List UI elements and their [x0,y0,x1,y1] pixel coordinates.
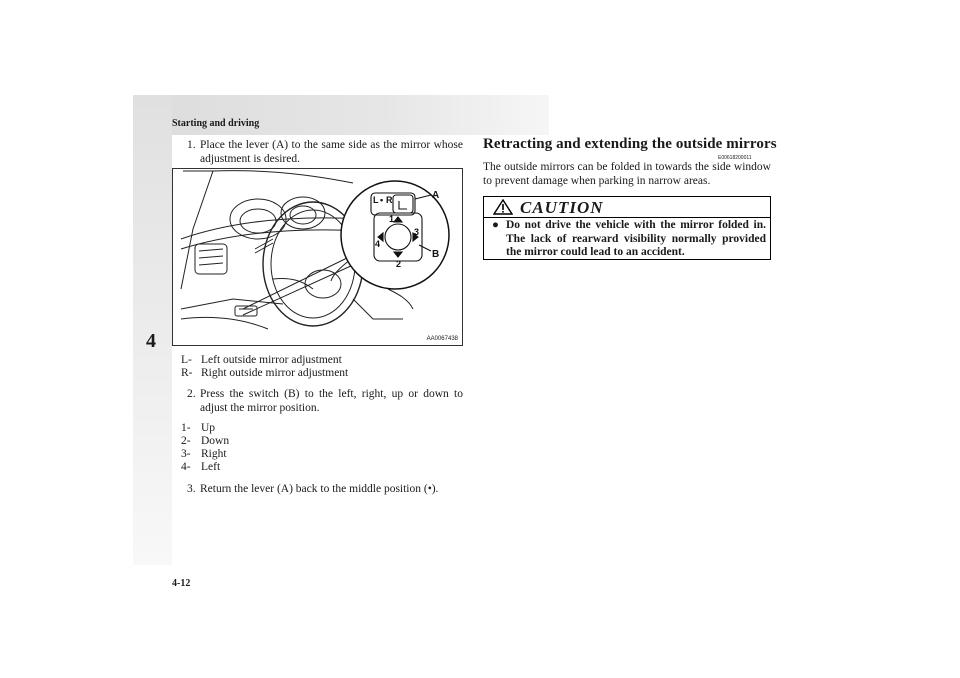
legend-text: Left [201,461,221,473]
section-heading: Retracting and extending the outside mirrors [483,136,777,152]
legend-text: Left outside mirror adjustment [201,354,342,366]
legend-text: Right [201,448,227,460]
step-2 [187,387,463,415]
caution-text: Do not drive the vehicle with the mirror folded in. The lack of rearward visibility normally provided the mirror could lead to an accident. [506,219,766,258]
legend-down [181,435,229,448]
label-l: L [373,195,379,205]
caution-header [484,197,770,218]
intro-paragraph: The outside mirrors can be folded in towards the side window to prevent damage when parking in narrow areas. [483,161,771,187]
legend-r [181,367,348,380]
page-number: 4-12 [172,578,191,589]
label-3: 3 [414,227,420,237]
legend-left [181,461,220,474]
mirror-switch-illustration [172,168,463,346]
caution-box [483,196,771,260]
label-2: 2 [396,259,402,269]
warning-triangle-icon [493,199,513,215]
step-3 [187,482,463,496]
dashboard-drawing [173,169,463,346]
step-1 [187,138,463,166]
section-code: E00618200011 [718,155,752,161]
step-2-number: 2. [187,388,196,400]
legend-text: Up [201,422,216,434]
legend-key: L- [181,354,192,366]
legend-right [181,448,227,461]
label-4: 4 [375,239,381,249]
label-a: A [432,190,440,201]
legend-text: Right outside mirror adjustment [201,367,349,379]
chapter-number: 4 [146,330,156,352]
label-r: R [386,195,393,205]
legend-key: 1- [181,422,191,434]
legend-up [181,422,215,435]
step-1-number: 1. [187,139,196,151]
caution-title: CAUTION [520,198,604,217]
step-3-number: 3. [187,483,196,495]
legend-key: 4- [181,461,191,473]
legend-l [181,354,342,367]
label-b: B [432,249,440,260]
label-dot: • [380,195,384,205]
section-title: Starting and driving [172,118,260,129]
step-1-text: Place the lever (A) to the same side as the mirror whose adjustment is desired. [200,139,463,165]
step-2-text: Press the switch (B) to the left, right, up or down to adjust the mirror position. [200,388,463,414]
caution-item [492,219,766,260]
figure-code: AA0067438 [426,336,458,342]
legend-key: R- [181,367,193,379]
header-band [133,95,549,135]
label-1: 1 [389,214,395,224]
legend-key: 3- [181,448,191,460]
bullet-icon: ● [492,219,499,231]
step-3-text: Return the lever (A) back to the middle position (•). [200,483,439,495]
legend-text: Down [201,435,230,447]
legend-key: 2- [181,435,191,447]
